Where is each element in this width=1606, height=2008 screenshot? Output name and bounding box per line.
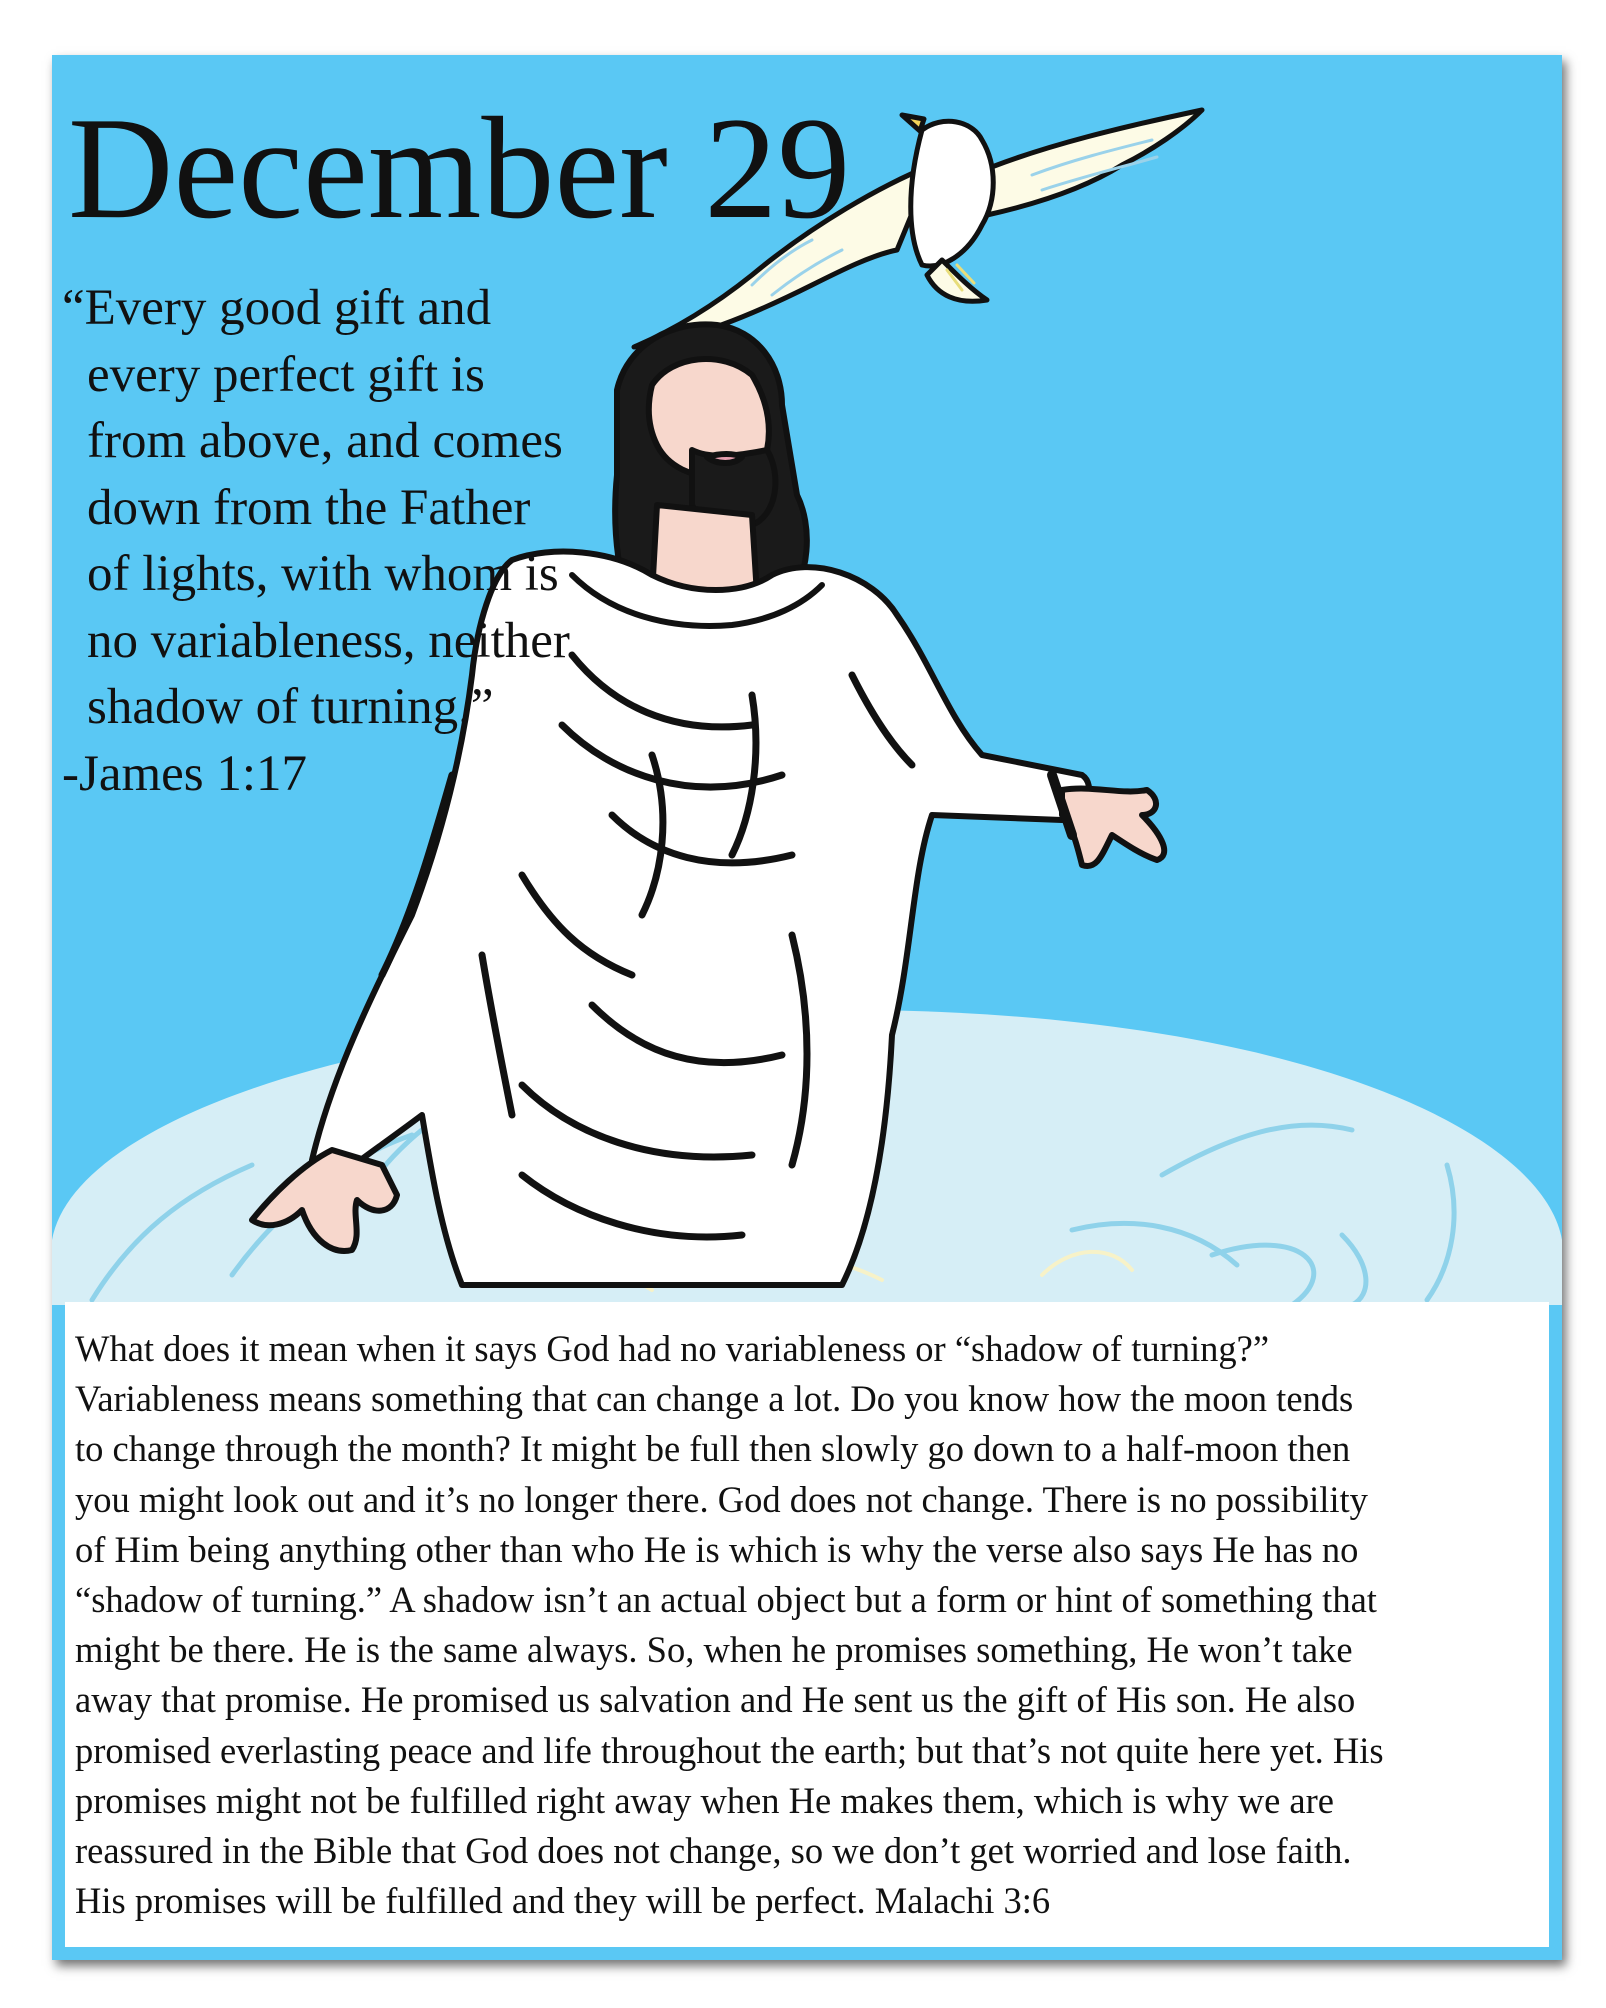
devotional-paragraph	[75, 1324, 1541, 1926]
verse-line: “Every good gift and	[62, 280, 492, 336]
verse-line: of lights, with whom is	[87, 546, 559, 602]
verse-line: down from the Father	[87, 479, 531, 536]
devotional-line: promises might not be fulfilled right away when He makes them, which is why we are	[75, 1779, 1334, 1821]
bible-verse	[62, 275, 622, 807]
devotional-line: of Him being anything other than who He is which is why the verse also says He has no	[75, 1528, 1359, 1570]
devotional-line: Variableness means something that can change a lot. Do you know how the moon tends	[75, 1378, 1354, 1420]
verse-reference: -James 1:17	[62, 745, 308, 802]
devotional-line: promised everlasting peace and life throughout the earth; but that’s not quite here yet. His	[75, 1729, 1384, 1771]
verse-line: no variableness, neither	[87, 612, 570, 669]
devotional-line: to change through the month? It might be full then slowly go down to a half-moon then	[75, 1428, 1351, 1470]
page-frame	[52, 55, 1562, 1960]
verse-line: every perfect gift is	[87, 346, 485, 403]
devotional-line: reassured in the Bible that God does not change, so we don’t get worried and lose faith.	[75, 1830, 1352, 1872]
devotional-line: might be there. He is the same always. So, when he promises something, He won’t take	[75, 1629, 1353, 1671]
devotional-line: “shadow of turning.” A shadow isn’t an actual object but a form or hint of something that	[75, 1579, 1377, 1621]
verse-line: from above, and comes	[87, 413, 563, 469]
devotional-line: What does it mean when it says God had no variableness or “shadow of turning?”	[75, 1328, 1270, 1369]
devotional-line: away that promise. He promised us salvation and He sent us the gift of His son. He also	[75, 1679, 1356, 1721]
devotional-line: His promises will be fulfilled and they will be perfect. Malachi 3:6	[75, 1880, 1051, 1922]
verse-line: shadow of turning.”	[87, 679, 494, 735]
devotional-text-box	[65, 1302, 1549, 1947]
devotional-line: you might look out and it’s no longer there. God does not change. There is no possibility	[75, 1478, 1368, 1520]
page-title: December 29	[68, 87, 851, 249]
